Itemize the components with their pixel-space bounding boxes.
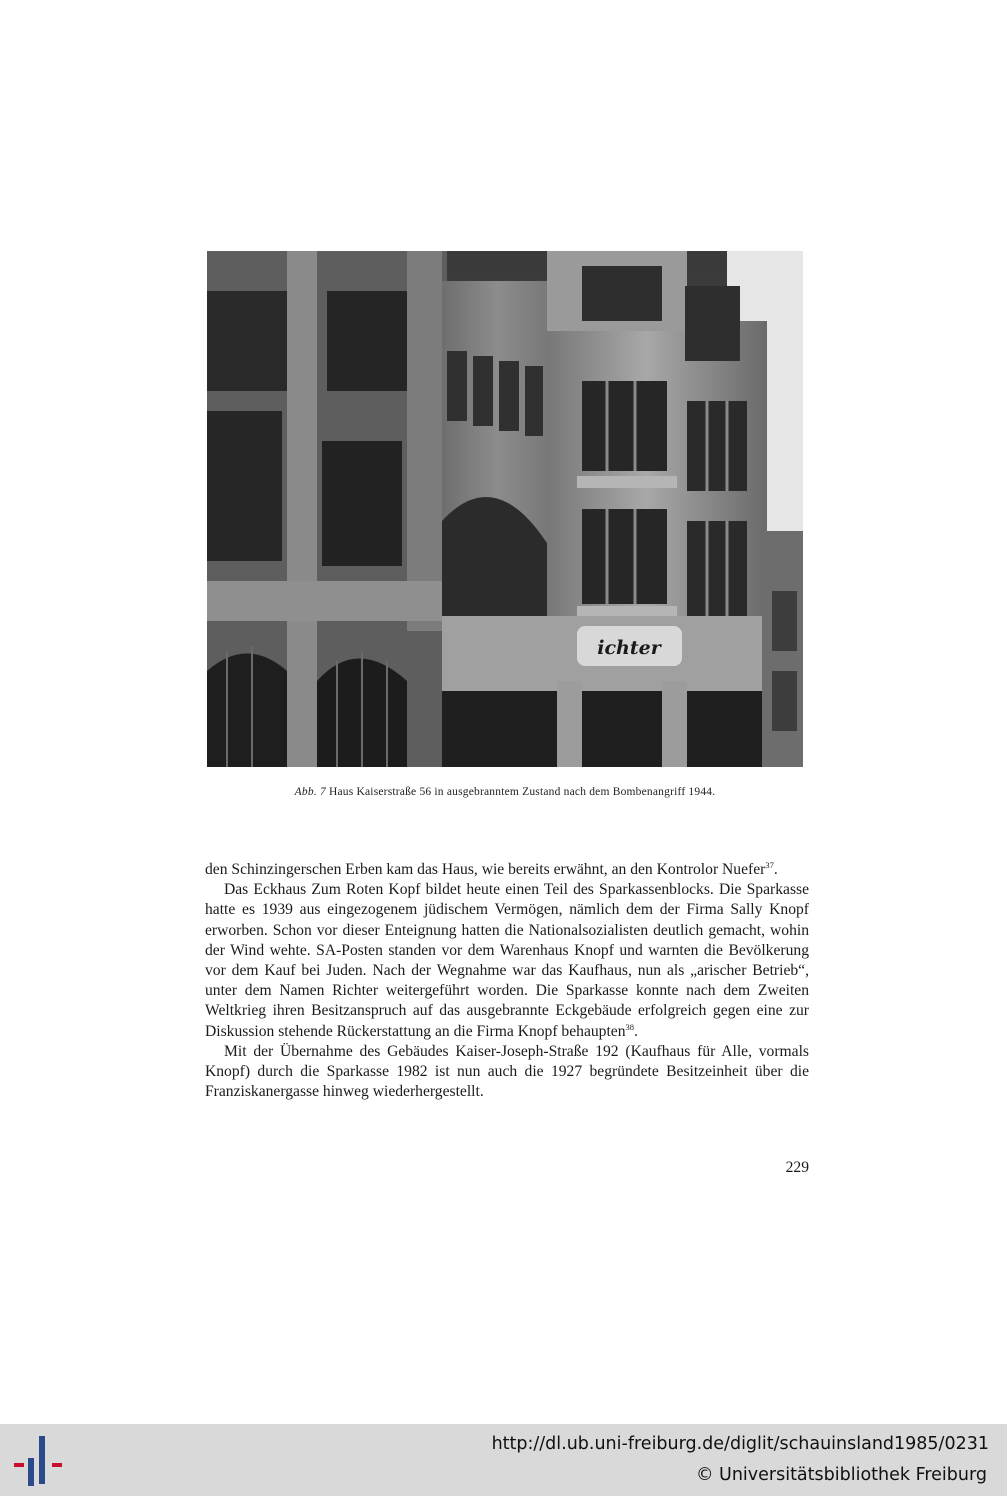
paragraph-1 bbox=[205, 860, 809, 880]
figure-photo bbox=[207, 251, 803, 767]
paragraph-1-end: . bbox=[773, 861, 778, 878]
figure-caption-text: Haus Kaiserstraße 56 in ausgebranntem Zustand nach dem Bombenangriff 1944. bbox=[328, 786, 716, 798]
ub-freiburg-logo-icon bbox=[12, 1434, 66, 1486]
figure-label: Abb. 7 bbox=[294, 786, 326, 798]
footnote-ref-37: 37 bbox=[765, 859, 774, 870]
footer-copyright: © Universitätsbibliothek Freiburg bbox=[695, 1465, 987, 1485]
figure-caption bbox=[207, 786, 803, 798]
bombed-building-photo bbox=[207, 251, 803, 767]
footer-bar bbox=[0, 1424, 1007, 1496]
shop-sign-text: ichter bbox=[597, 637, 661, 659]
paragraph-3: Mit der Übernahme des Gebäudes Kaiser-Joseph-Straße 192 (Kaufhaus für Alle, vormals Knopf) durch die Sparkasse 1982 ist nun auch die 1927 begründete Besitzeinheit über die Franziskanergasse hinweg wiederhergestellt. bbox=[205, 1042, 809, 1101]
paragraph-2-end: . bbox=[634, 1022, 638, 1040]
paragraph-2-text: Das Eckhaus Zum Roten Kopf bildet heute einen Teil des Sparkassenblocks. Die Sparkasse hatte es 1939 aus eingezogenem jüdischem Vermögen, nämlich dem der Firma Sally Knopf erworben. Schon vor dieser Enteignung hatten die Nationalsozialisten deutlich gemacht, wohin der Wind wehte. SA-Posten standen vor dem Warenhaus Knopf und warnten die Bevölkerung vor dem Kauf bei Juden. Nach der Wegnahme war das Kaufhaus, nun als „arischer Betrieb“, unter dem Namen Richter weitergeführt worden. Die Sparkasse konnte nach dem Zweiten Weltkrieg ihren Besitzanspruch auf das ausgebrannte Eckgebäude erfolgreich gegen eine zur Diskussion stehende Rückerstattung an die Firma Knopf behaupten bbox=[205, 881, 809, 1040]
page-number: 229 bbox=[785, 1159, 809, 1176]
paragraph-2 bbox=[205, 880, 809, 1042]
footnote-ref-38: 38 bbox=[625, 1021, 635, 1032]
footer-url-link[interactable]: http://dl.ub.uni-freiburg.de/diglit/schauinsland1985/0231 bbox=[491, 1434, 989, 1454]
body-text bbox=[205, 860, 809, 1102]
paragraph-1-text: den Schinzingerschen Erben kam das Haus, wie bereits erwähnt, an den Kontrolor Nuefer bbox=[205, 861, 766, 878]
